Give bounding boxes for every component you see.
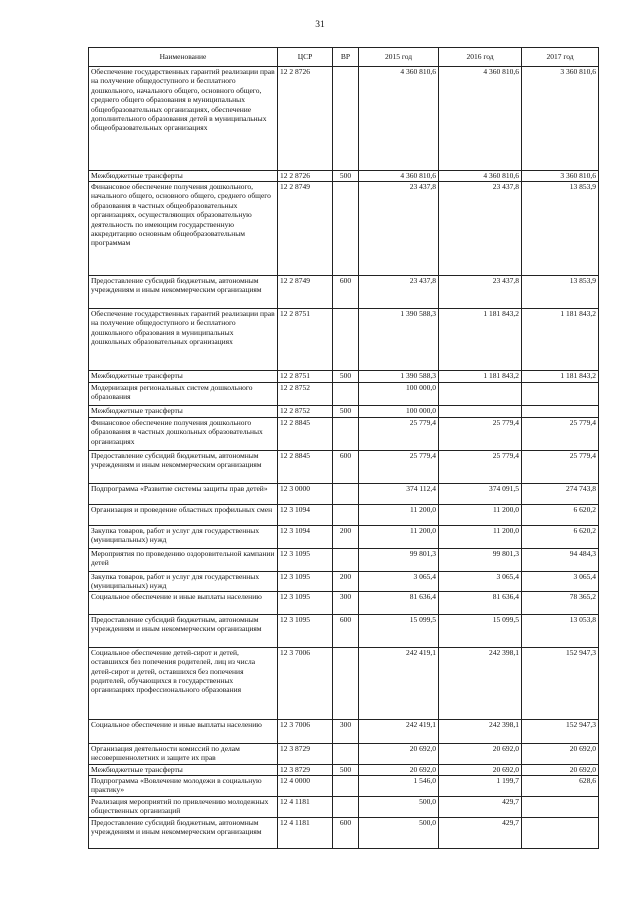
row-2017: 3 360 810,6 [522,171,599,182]
row-name: Предоставление субсидий бюджетным, автономным учреждениям и иным некоммерческим организациям [89,614,278,647]
row-vr: 600 [333,614,359,647]
row-csr: 12 3 1095 [278,549,333,572]
row-2016 [439,406,522,418]
row-2016: 99 801,3 [439,549,522,572]
row-2015: 20 692,0 [359,743,439,764]
row-2016: 1 199,7 [439,775,522,796]
row-2017: 1 181 843,2 [522,309,599,371]
row-2017: 274 743,8 [522,484,599,505]
row-2016: 25 779,4 [439,451,522,484]
row-name: Социальное обеспечение и иные выплаты населению [89,591,278,614]
row-csr: 12 3 7006 [278,719,333,743]
row-name: Предоставление субсидий бюджетным, автономным учреждениям и иным некоммерческим организациям [89,451,278,484]
row-vr [333,182,359,276]
row-csr: 12 2 8749 [278,182,333,276]
row-name: Финансовое обеспечение получения дошкольного, начального общего, основного общего, среднего общего образования в частных общеобразовательных организациях, осуществляющих образовательную деятельность по имеющим государственную аккредитацию основным общеобразовательным программам [89,182,278,276]
row-2016: 25 779,4 [439,418,522,451]
row-2016: 242 398,1 [439,719,522,743]
row-2015: 374 112,4 [359,484,439,505]
row-name: Обеспечение государственных гарантий реализации прав на получение общедоступного и бесплатного дошкольного образования в муниципальных дошкольных образовательных организациях [89,309,278,371]
row-name: Межбюджетные трансферты [89,171,278,182]
row-name: Закупка товаров, работ и услуг для государственных (муниципальных) нужд [89,526,278,549]
table-row [89,743,599,764]
row-csr: 12 2 8845 [278,418,333,451]
row-2017: 20 692,0 [522,764,599,775]
row-2016: 429,7 [439,796,522,817]
row-2015: 23 437,8 [359,276,439,309]
row-2017: 6 620,2 [522,526,599,549]
row-vr [333,309,359,371]
row-2015: 25 779,4 [359,451,439,484]
row-name: Социальное обеспечение детей-сирот и детей, оставшихся без попечения родителей, лиц из числа детей-сирот и детей, оставшихся без попечения родителей, обучающихся в государственных организациях профессионального образования [89,647,278,719]
row-vr [333,775,359,796]
table-row [89,383,599,406]
row-2016: 429,7 [439,817,522,848]
row-name: Межбюджетные трансферты [89,406,278,418]
table-row [89,418,599,451]
row-csr: 12 2 8749 [278,276,333,309]
row-2017: 1 181 843,2 [522,371,599,383]
table-row [89,276,599,309]
row-name: Межбюджетные трансферты [89,371,278,383]
row-2015: 20 692,0 [359,764,439,775]
row-name: Подпрограмма «Вовлечение молодежи в социальную практику» [89,775,278,796]
row-2017 [522,383,599,406]
row-csr: 12 2 8752 [278,383,333,406]
row-2017: 13 853,9 [522,276,599,309]
table-row [89,505,599,526]
header-csr: ЦСР [278,48,333,67]
row-csr: 12 4 0000 [278,775,333,796]
row-vr: 500 [333,371,359,383]
row-name: Модернизация региональных систем дошкольного образования [89,383,278,406]
row-name: Финансовое обеспечение получения дошкольного образования в частных дошкольных образовательных организациях [89,418,278,451]
row-2015: 500,0 [359,817,439,848]
row-csr: 12 3 1094 [278,505,333,526]
row-vr: 200 [333,526,359,549]
header-name: Наименование [89,48,278,67]
row-vr: 300 [333,719,359,743]
table-row [89,764,599,775]
table-row [89,406,599,418]
table-row [89,647,599,719]
row-2015: 3 065,4 [359,572,439,592]
row-2015: 4 360 810,6 [359,67,439,171]
row-2017 [522,817,599,848]
row-vr [333,796,359,817]
row-csr: 12 2 8752 [278,406,333,418]
row-vr [333,505,359,526]
row-vr [333,418,359,451]
row-vr [333,484,359,505]
row-2017: 94 484,3 [522,549,599,572]
row-csr: 12 3 8729 [278,743,333,764]
table-row [89,549,599,572]
row-2015: 242 419,1 [359,719,439,743]
page-number: 31 [315,20,325,30]
table-row [89,67,599,171]
row-2016 [439,383,522,406]
row-2015: 1 546,0 [359,775,439,796]
row-name: Организация и проведение областных профильных смен [89,505,278,526]
row-2015: 100 000,0 [359,383,439,406]
row-csr: 12 2 8726 [278,171,333,182]
row-2016: 20 692,0 [439,743,522,764]
row-csr: 12 2 8726 [278,67,333,171]
row-2017: 13 853,9 [522,182,599,276]
row-csr: 12 3 1095 [278,591,333,614]
row-2016: 4 360 810,6 [439,67,522,171]
row-vr: 500 [333,764,359,775]
row-2016: 23 437,8 [439,182,522,276]
row-2016: 374 091,5 [439,484,522,505]
row-csr: 12 2 8751 [278,371,333,383]
table-body [89,67,599,849]
row-2016: 4 360 810,6 [439,171,522,182]
row-2015: 100 000,0 [359,406,439,418]
table-row [89,796,599,817]
row-2017: 6 620,2 [522,505,599,526]
row-vr [333,647,359,719]
row-2017: 152 947,3 [522,719,599,743]
row-vr: 600 [333,451,359,484]
row-2016: 11 200,0 [439,526,522,549]
row-2016: 81 636,4 [439,591,522,614]
row-2017: 20 692,0 [522,743,599,764]
row-vr [333,549,359,572]
row-csr: 12 3 0000 [278,484,333,505]
table-row [89,171,599,182]
table-row [89,775,599,796]
row-csr: 12 4 1181 [278,817,333,848]
row-name: Организация деятельности комиссий по делам несовершеннолетних и защите их прав [89,743,278,764]
row-2016: 23 437,8 [439,276,522,309]
row-vr: 600 [333,276,359,309]
row-name: Предоставление субсидий бюджетным, автономным учреждениям и иным некоммерческим организациям [89,817,278,848]
row-2016: 15 099,5 [439,614,522,647]
row-vr: 500 [333,171,359,182]
row-2017: 78 365,2 [522,591,599,614]
header-2015: 2015 год [359,48,439,67]
row-2017 [522,406,599,418]
row-vr [333,383,359,406]
table-row [89,719,599,743]
row-vr: 200 [333,572,359,592]
table-row [89,614,599,647]
table-row [89,817,599,848]
row-name: Подпрограмма «Развитие системы защиты прав детей» [89,484,278,505]
row-csr: 12 4 1181 [278,796,333,817]
row-2016: 242 398,1 [439,647,522,719]
row-2015: 1 390 588,3 [359,309,439,371]
row-2015: 242 419,1 [359,647,439,719]
row-2015: 11 200,0 [359,526,439,549]
header-2017: 2017 год [522,48,599,67]
row-csr: 12 3 7006 [278,647,333,719]
row-2017: 25 779,4 [522,418,599,451]
table-row [89,591,599,614]
table-row [89,526,599,549]
row-2015: 500,0 [359,796,439,817]
row-2016: 3 065,4 [439,572,522,592]
row-vr: 500 [333,406,359,418]
table-row [89,371,599,383]
row-name: Социальное обеспечение и иные выплаты населению [89,719,278,743]
row-2017: 13 053,8 [522,614,599,647]
row-2016: 1 181 843,2 [439,371,522,383]
row-2017: 25 779,4 [522,451,599,484]
row-name: Предоставление субсидий бюджетным, автономным учреждениям и иным некоммерческим организациям [89,276,278,309]
row-csr: 12 3 8729 [278,764,333,775]
row-2016: 1 181 843,2 [439,309,522,371]
row-2015: 15 099,5 [359,614,439,647]
row-2015: 25 779,4 [359,418,439,451]
row-name: Межбюджетные трансферты [89,764,278,775]
row-csr: 12 3 1095 [278,572,333,592]
row-2015: 23 437,8 [359,182,439,276]
row-vr [333,743,359,764]
row-csr: 12 2 8751 [278,309,333,371]
row-vr [333,67,359,171]
budget-table [88,47,599,849]
row-name: Закупка товаров, работ и услуг для государственных (муниципальных) нужд [89,572,278,592]
header-2016: 2016 год [439,48,522,67]
header-vr: ВР [333,48,359,67]
row-2017: 152 947,3 [522,647,599,719]
row-2015: 4 360 810,6 [359,171,439,182]
row-2017 [522,796,599,817]
row-name: Мероприятия по проведению оздоровительной кампании детей [89,549,278,572]
row-name: Реализация мероприятий по привлечению молодежных общественных организаций [89,796,278,817]
row-2016: 11 200,0 [439,505,522,526]
row-csr: 12 3 1095 [278,614,333,647]
row-name: Обеспечение государственных гарантий реализации прав на получение общедоступного и бесплатного дошкольного, начального общего, основного общего, среднего общего образования в муниципальных общеобразовательных организациях, обеспечение дополнительного образования детей в муниципальных общеобразовательных организациях [89,67,278,171]
row-csr: 12 2 8845 [278,451,333,484]
row-vr: 600 [333,817,359,848]
row-2017: 628,6 [522,775,599,796]
table-row [89,484,599,505]
row-vr: 300 [333,591,359,614]
row-csr: 12 3 1094 [278,526,333,549]
row-2017: 3 065,4 [522,572,599,592]
row-2015: 99 801,3 [359,549,439,572]
table-row [89,451,599,484]
table-row [89,309,599,371]
table-row [89,182,599,276]
row-2015: 1 390 588,3 [359,371,439,383]
row-2015: 81 636,4 [359,591,439,614]
row-2015: 11 200,0 [359,505,439,526]
table-row [89,572,599,592]
row-2017: 3 360 810,6 [522,67,599,171]
row-2016: 20 692,0 [439,764,522,775]
table-header-row [89,48,599,67]
